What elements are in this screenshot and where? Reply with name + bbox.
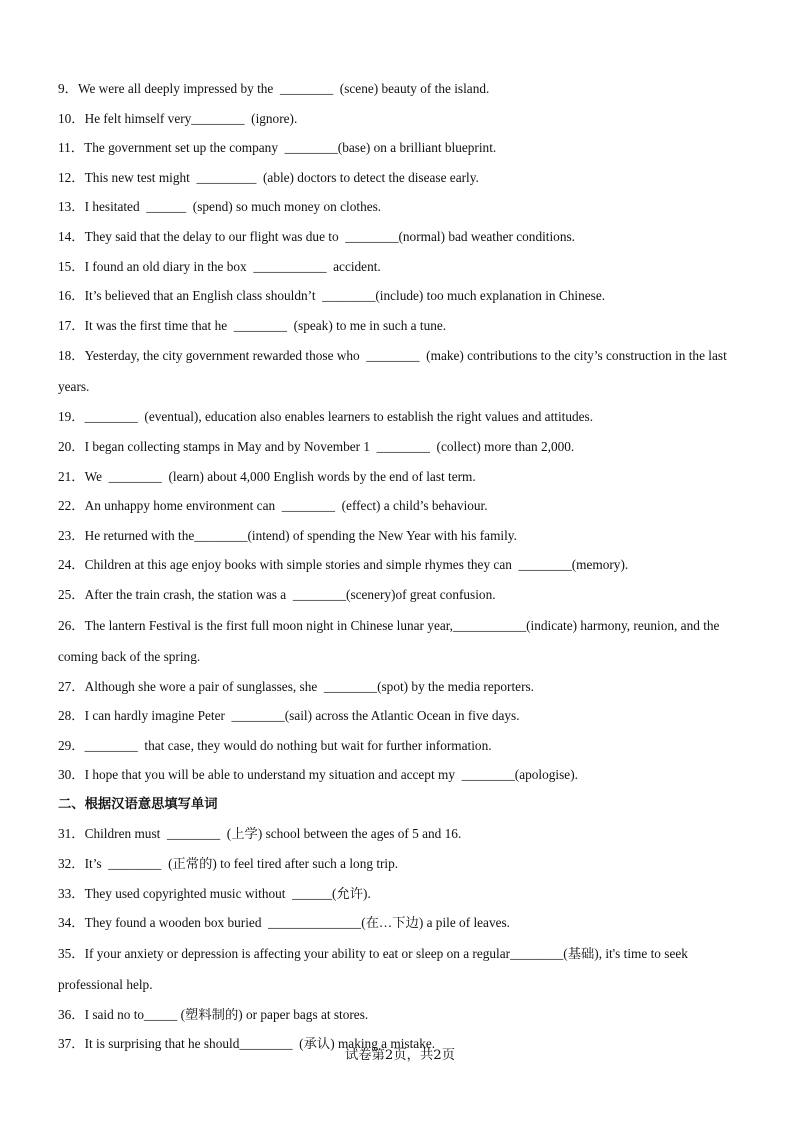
question-number: 23．	[58, 527, 85, 543]
question-item	[58, 432, 748, 462]
question-text: They found a wooden box buried ______________(在…下边) a pile of leaves.	[84, 915, 511, 931]
question-number: 34．	[58, 915, 85, 931]
question-number: 26．	[58, 617, 85, 633]
question-item	[58, 550, 748, 580]
question-text: Children must ________ (上学) school between the ages of 5 and 16.	[84, 826, 462, 842]
question-item	[58, 462, 748, 492]
question-item	[58, 163, 748, 193]
question-number: 12．	[58, 169, 85, 185]
question-text: They used copyrighted music without ______(允许).	[84, 885, 371, 901]
question-number: 10．	[58, 110, 85, 126]
question-number: 35．	[58, 945, 85, 961]
question-text: We were all deeply impressed by the ________ (scene) beauty of the island.	[77, 81, 490, 96]
question-text: I hope that you will be able to understand my situation and accept my ________(apologise).	[84, 767, 578, 783]
section-heading: 二、根据汉语意思填写单词	[58, 796, 218, 812]
question-item	[58, 340, 748, 402]
question-item	[58, 849, 748, 879]
question-item	[58, 701, 748, 731]
question-item	[58, 491, 748, 521]
question-item	[58, 402, 748, 432]
question-item	[58, 610, 748, 672]
question-number: 15．	[58, 258, 85, 274]
question-item	[58, 252, 748, 282]
question-number: 37．	[58, 1036, 85, 1052]
question-number: 22．	[58, 498, 85, 514]
question-item	[58, 521, 748, 551]
question-text: I said no to_____ (塑料制的) or paper bags at stores.	[84, 1006, 369, 1022]
question-number: 25．	[58, 586, 85, 602]
question-text: If your anxiety or depression is affecting your ability to eat or sleep on a regular________(基础), it's time to seek professional help.	[58, 945, 692, 992]
question-text: Although she wore a pair of sunglasses, she ________(spot) by the media reporters.	[84, 678, 535, 694]
question-number: 9．	[58, 81, 78, 96]
question-text: It’s ________ (正常的) to feel tired after such a long trip.	[84, 856, 399, 872]
question-number: 27．	[58, 678, 85, 694]
question-text: It was the first time that he ________ (speak) to me in such a tune.	[84, 317, 447, 333]
question-list-part2	[58, 819, 748, 1059]
question-text: It is surprising that he should________ (承认) making a mistake.	[84, 1036, 436, 1052]
question-text: They said that the delay to our flight was due to ________(normal) bad weather conditions.	[84, 228, 575, 244]
question-item	[58, 760, 748, 790]
question-item	[58, 879, 748, 909]
question-number: 30．	[58, 767, 85, 783]
question-number: 32．	[58, 856, 85, 872]
question-number: 16．	[58, 288, 85, 304]
question-item	[58, 281, 748, 311]
question-text: I began collecting stamps in May and by November 1 ________ (collect) more than 2,000.	[84, 438, 575, 454]
question-item	[58, 731, 748, 761]
question-number: 18．	[58, 348, 85, 364]
question-item	[58, 192, 748, 222]
question-number: 24．	[58, 557, 85, 573]
question-text: The government set up the company ________(base) on a brilliant blueprint.	[84, 140, 497, 156]
question-text: We ________ (learn) about 4,000 English words by the end of last term.	[84, 468, 476, 484]
question-text: After the train crash, the station was a ________(scenery)of great confusion.	[84, 586, 496, 602]
question-text: Children at this age enjoy books with simple stories and simple rhymes they can ________(memory).	[84, 557, 629, 573]
question-item	[58, 938, 748, 1000]
question-list-part1	[58, 74, 748, 790]
question-text: This new test might _________ (able) doctors to detect the disease early.	[84, 169, 479, 185]
question-text: An unhappy home environment can ________ (effect) a child’s behaviour.	[84, 498, 488, 514]
worksheet-page	[58, 74, 748, 1059]
question-number: 19．	[58, 409, 85, 425]
question-number: 11．	[58, 140, 85, 156]
question-text: I hesitated ______ (spend) so much money on clothes.	[84, 199, 382, 215]
question-text: I can hardly imagine Peter ________(sail) across the Atlantic Ocean in five days.	[84, 708, 520, 724]
question-item	[58, 311, 748, 341]
question-number: 29．	[58, 737, 85, 753]
question-item	[58, 908, 748, 938]
question-item	[58, 74, 748, 104]
question-number: 31．	[58, 826, 85, 842]
question-number: 20．	[58, 438, 85, 454]
question-item	[58, 104, 748, 134]
question-number: 33．	[58, 885, 85, 901]
question-text: ________ that case, they would do nothing but wait for further information.	[84, 737, 492, 753]
question-item	[58, 672, 748, 702]
question-text: Yesterday, the city government rewarded those who ________ (make) contributions to the city’s construction in the last years.	[58, 348, 731, 395]
question-text: It’s believed that an English class shouldn’t ________(include) too much explanation in Chinese.	[84, 288, 606, 304]
question-text: ________ (eventual), education also enables learners to establish the right values and attitudes.	[84, 409, 594, 425]
question-text: He returned with the________(intend) of spending the New Year with his family.	[84, 527, 517, 543]
page-footer: 试卷第2页，共2页	[345, 1048, 455, 1063]
question-number: 17．	[58, 317, 85, 333]
question-item	[58, 222, 748, 252]
question-item	[58, 133, 748, 163]
question-number: 28．	[58, 708, 85, 724]
question-number: 14．	[58, 228, 85, 244]
question-item	[58, 1000, 748, 1030]
question-number: 13．	[58, 199, 85, 215]
question-number: 21．	[58, 468, 85, 484]
question-number: 36．	[58, 1006, 85, 1022]
question-item	[58, 580, 748, 610]
question-text: The lantern Festival is the first full moon night in Chinese lunar year,___________(indicate) harmony, reunion, and the coming back of the spring.	[58, 617, 723, 664]
question-text: I found an old diary in the box ___________ accident.	[84, 258, 381, 274]
question-item	[58, 819, 748, 849]
question-text: He felt himself very________ (ignore).	[84, 110, 298, 126]
